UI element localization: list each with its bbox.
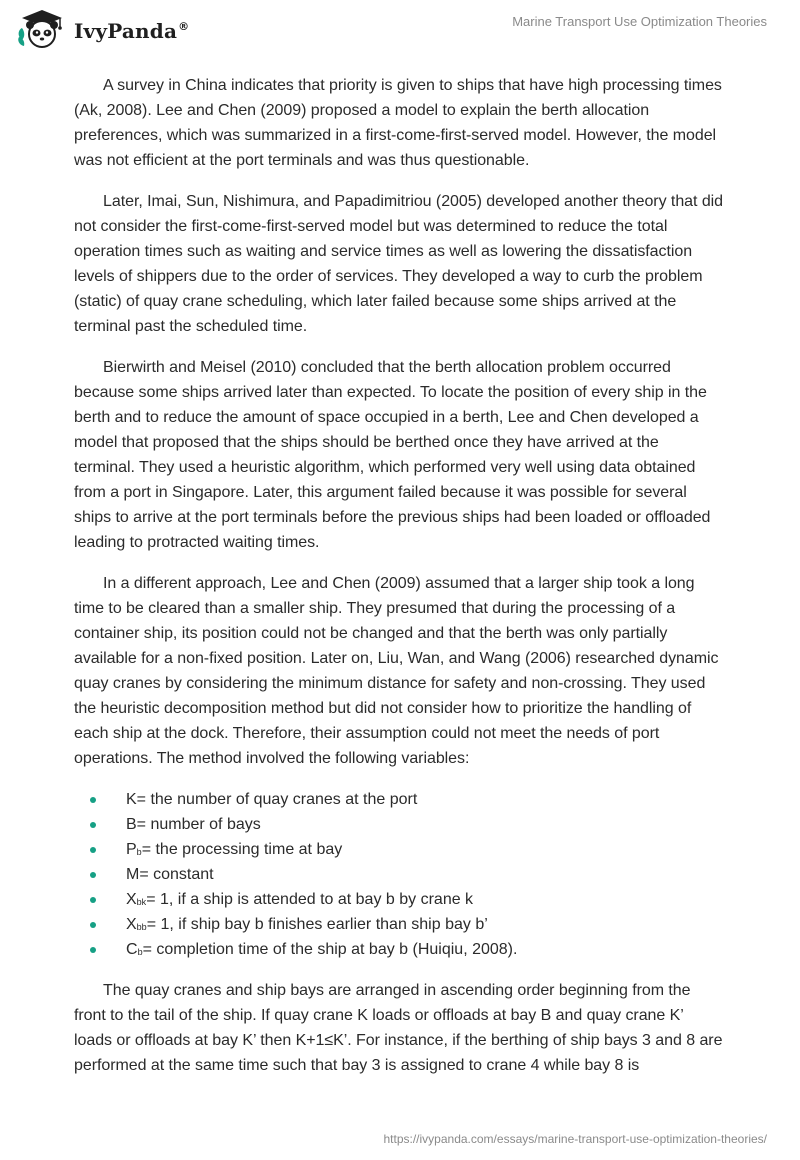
list-item xyxy=(74,837,724,862)
variable-symbol: P xyxy=(126,841,137,858)
variable-symbol: K xyxy=(126,791,137,808)
paragraph: The quay cranes and ship bays are arranged in ascending order beginning from the front to the tail of the ship. If quay crane K loads or offloads at bay B and quay crane K’ loads or offloads at bay K’ then K+1≤K’. For instance, if the berthing of ship bays 3 and 8 are performed at the same time such that bay 3 is assigned to crane 4 while bay 8 is xyxy=(74,982,723,1074)
variable-definition: = the processing time at bay xyxy=(141,841,343,858)
list-item xyxy=(74,887,724,912)
variable-definition: = 1, if ship bay b finishes earlier than ship bay b’ xyxy=(146,916,488,933)
variable-definition: = 1, if a ship is attended to at bay b by crane k xyxy=(146,891,474,908)
paragraph: A survey in China indicates that priority is given to ships that have high processing times (Ak, 2008). Lee and Chen (2009) proposed a model to explain the berth allocation preferences, which was summarized in a first-come-first-served model. However, the model was not efficient at the port terminals and was thus questionable. xyxy=(74,77,722,169)
variable-subscript: bb xyxy=(136,922,147,932)
document-title: Marine Transport Use Optimization Theories xyxy=(512,14,767,29)
variable-symbol: M xyxy=(126,866,140,883)
list-item xyxy=(74,912,724,937)
list-item xyxy=(74,812,724,837)
paragraph: Later, Imai, Sun, Nishimura, and Papadimitriou (2005) developed another theory that did not consider the first-come-first-served model but was determined to reduce the total operation times such as waiting and service times as well as lowering the dissatisfaction levels of shippers due to the order of services. They developed a way to curb the problem (static) of quay crane scheduling, which later failed because some ships arrived at the terminal past the scheduled time. xyxy=(74,193,724,335)
variable-definition: = completion time of the ship at bay b (Huiqiu, 2008). xyxy=(142,941,518,958)
paragraph: In a different approach, Lee and Chen (2009) assumed that a larger ship took a long time to be cleared than a smaller ship. They presumed that during the processing of a container ship, its position could not be changed and that the berth was only partially available for a non-fixed position. Later on, Liu, Wan, and Wang (2006) researched dynamic quay cranes by considering the minimum distance for safety and non-crossing. They used the heuristic decomposition method but did not consider how to prioritize the handling of each ship at the dock. Therefore, their assumption could not meet the needs of port operations. The method involved the following variables: xyxy=(74,575,719,767)
list-item xyxy=(74,937,724,962)
variable-symbol: X xyxy=(126,916,137,933)
variable-definition: = number of bays xyxy=(136,816,261,833)
list-item xyxy=(74,787,724,812)
variable-symbol: X xyxy=(126,891,137,908)
variable-subscript: bk xyxy=(136,897,147,907)
variable-definition: = constant xyxy=(139,866,214,883)
essay-body xyxy=(74,73,724,1094)
bullet-dot-icon xyxy=(90,872,96,878)
bullet-dot-icon xyxy=(90,822,96,828)
variable-symbol: B xyxy=(126,816,137,833)
bullet-dot-icon xyxy=(90,847,96,853)
variable-definition: = the number of quay cranes at the port xyxy=(136,791,418,808)
source-url[interactable]: https://ivypanda.com/essays/marine-transport-use-optimization-theories/ xyxy=(383,1132,767,1146)
bullet-dot-icon xyxy=(90,797,96,803)
registered-mark: ® xyxy=(178,20,190,33)
brand-name: IvyPanda® xyxy=(74,19,190,43)
variable-symbol: C xyxy=(126,941,138,958)
bullet-dot-icon xyxy=(90,947,96,953)
bullet-dot-icon xyxy=(90,897,96,903)
variables-list xyxy=(74,787,724,962)
page-header xyxy=(0,0,800,60)
panda-graduate-logo-icon xyxy=(16,8,68,50)
variable-subscript: b xyxy=(137,947,143,957)
paragraph: Bierwirth and Meisel (2010) concluded that the berth allocation problem occurred because some ships arrived later than expected. To locate the position of every ship in the berth and to reduce the amount of space occupied in a berth, Lee and Chen developed a model that proposed that the ships should be berthed once they have arrived at the terminal. They used a heuristic algorithm, which performed very well using data obtained from a port in Singapore. Later, this argument failed because it was possible for several ships to arrive at the port terminals before the previous ships had been loaded or offloaded leading to protracted waiting times. xyxy=(74,359,711,551)
list-item xyxy=(74,862,724,887)
variable-subscript: b xyxy=(136,847,142,857)
ivypanda-logo[interactable] xyxy=(16,8,189,50)
bullet-dot-icon xyxy=(90,922,96,928)
